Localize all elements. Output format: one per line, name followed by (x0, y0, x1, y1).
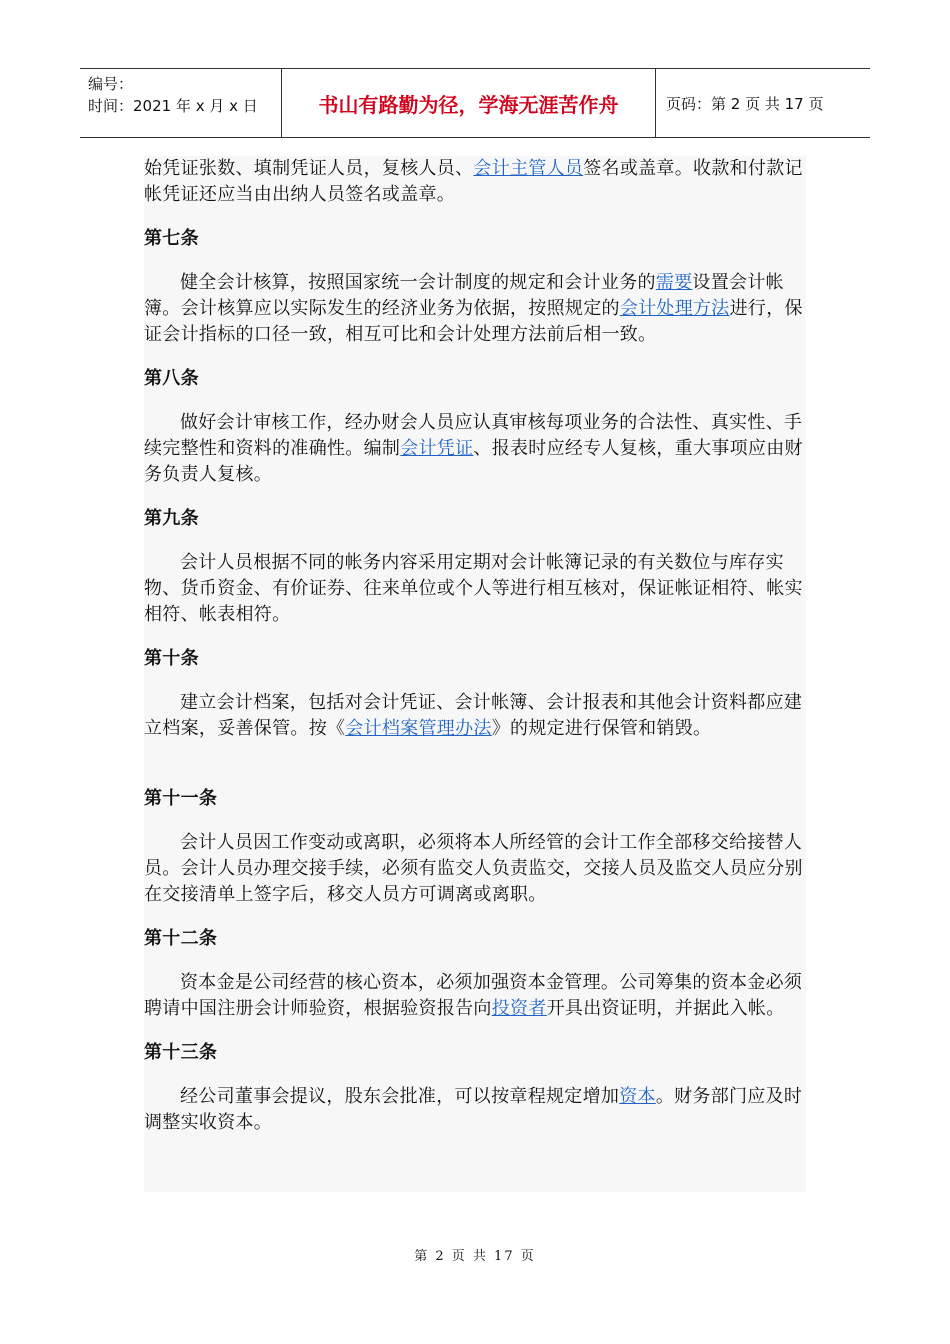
document-date: 时间：2021 年 x 月 x 日 (88, 97, 258, 115)
article-heading: 第七条 (144, 228, 199, 249)
paragraph: 经公司董事会提议，股东会批准，可以按章程规定增加资本。财务部门应及时调整实收资本。 (144, 1086, 803, 1133)
link-accounting-voucher[interactable]: 会计凭证 (400, 438, 474, 459)
document-body (144, 156, 806, 1192)
paragraph: 始凭证张数、填制凭证人员，复核人员、会计主管人员签名或盖章。收款和付款记帐凭证还应当由出纳人员签名或盖章。 (144, 158, 803, 205)
page-header (80, 68, 870, 138)
paragraph: 做好会计审核工作，经办财会人员应认真审核每项业务的合法性、真实性、手续完整性和资料的准确性。编制会计凭证、报表时应经专人复核，重大事项应由财务负责人复核。 (144, 412, 803, 485)
article-heading: 第十三条 (144, 1042, 218, 1063)
document-number: 编号： (88, 75, 134, 93)
link-archive-rules[interactable]: 会计档案管理办法 (345, 718, 492, 739)
article-heading: 第十二条 (144, 928, 218, 949)
article-heading: 第八条 (144, 368, 199, 389)
article-heading: 第九条 (144, 508, 199, 529)
paragraph: 建立会计档案，包括对会计凭证、会计帐簿、会计报表和其他会计资料都应建立档案，妥善保管。按《会计档案管理办法》的规定进行保管和销毁。 (144, 692, 803, 739)
header-meta (80, 69, 282, 137)
article-heading: 第十条 (144, 648, 199, 669)
paragraph: 健全会计核算，按照国家统一会计制度的规定和会计业务的需要设置会计帐簿。会计核算应以实际发生的经济业务为依据，按照规定的会计处理方法进行，保证会计指标的口径一致，相互可比和会计处理方法前后相一致。 (144, 272, 803, 345)
page-footer: 第 2 页 共 17 页 (414, 1249, 536, 1264)
link-accounting-supervisor[interactable]: 会计主管人员 (473, 158, 584, 179)
paragraph: 会计人员因工作变动或离职，必须将本人所经管的会计工作全部移交给接替人员。会计人员办理交接手续，必须有监交人负责监交，交接人员及监交人员应分别在交接清单上签字后，移交人员方可调离或离职。 (144, 832, 803, 905)
link-capital[interactable]: 资本 (619, 1086, 656, 1107)
header-page-info: 页码：第 2 页 共 17 页 (666, 94, 824, 113)
header-motto: 书山有路勤为径，学海无涯苦作舟 (282, 69, 656, 137)
link-accounting-method[interactable]: 会计处理方法 (619, 298, 730, 319)
link-investor[interactable]: 投资者 (491, 998, 547, 1019)
link-need[interactable]: 需要 (655, 272, 693, 293)
article-heading: 第十一条 (144, 788, 218, 809)
paragraph: 资本金是公司经营的核心资本，必须加强资本金管理。公司筹集的资本金必须聘请中国注册会计师验资，根据验资报告向投资者开具出资证明，并据此入帐。 (144, 972, 803, 1019)
paragraph: 会计人员根据不同的帐务内容采用定期对会计帐簿记录的有关数位与库存实物、货币资金、有价证券、往来单位或个人等进行相互核对，保证帐证相符、帐实相符、帐表相符。 (144, 552, 803, 625)
